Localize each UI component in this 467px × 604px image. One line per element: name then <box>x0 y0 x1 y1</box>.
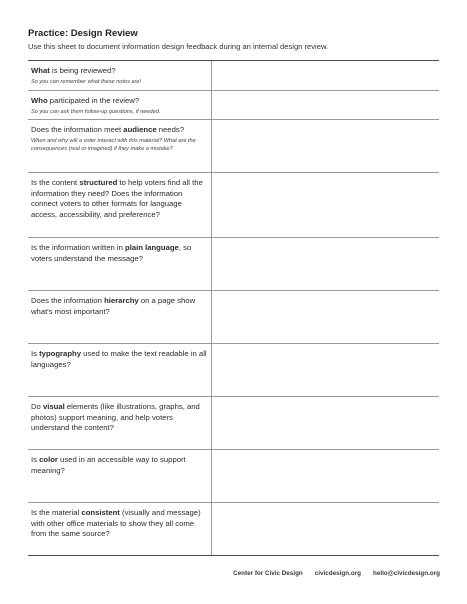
answer-cell[interactable] <box>212 397 439 449</box>
question-cell: Who participated in the review? So you can ask them follow-up questions, if needed. <box>28 91 212 119</box>
table-row <box>28 61 439 91</box>
footer-email-link[interactable]: hello@civicdesign.org <box>372 570 440 577</box>
table-row <box>28 238 439 291</box>
helper-note: So you can remember what these notes are! <box>31 78 142 85</box>
footer-org: Center for Civic Design <box>233 570 303 577</box>
helper-note: When and why will a voter interact with this material? What are the consequences (real or imagined) if they make a mistake? <box>31 137 196 152</box>
question-cell: Is the information written in plain language, so voters understand the message? <box>28 238 212 290</box>
answer-cell[interactable] <box>212 291 439 343</box>
answer-cell[interactable] <box>212 344 439 396</box>
answer-cell[interactable] <box>212 91 439 119</box>
page-title: Practice: Design Review <box>28 28 138 39</box>
table-row <box>28 291 439 344</box>
table-row <box>28 91 439 120</box>
question-cell: Is the content structured to help voters find all the information they need? Does the information connect voters to other formats for language access, accessibility, and preference? <box>28 173 212 237</box>
question-cell: Does the information hierarchy on a page show what's most important? <box>28 291 212 343</box>
table-row <box>28 503 439 556</box>
table-row <box>28 344 439 397</box>
question-cell: Is color used in an accessible way to support meaning? <box>28 450 212 502</box>
helper-note: So you can ask them follow-up questions, if needed. <box>31 108 161 115</box>
question-cell: Is typography used to make the text readable in all languages? <box>28 344 212 396</box>
footer-site-link[interactable]: civicdesign.org <box>314 570 361 577</box>
table-row <box>28 120 439 173</box>
table-row <box>28 397 439 450</box>
answer-cell[interactable] <box>212 238 439 290</box>
question-cell: Does the information meet audience needs? When and why will a voter interact with this material? What are the consequences (real or imagined) if they make a mistake? <box>28 120 212 172</box>
table-row <box>28 173 439 238</box>
answer-cell[interactable] <box>212 503 439 555</box>
question-cell: What is being reviewed? So you can remember what these notes are! <box>28 61 212 90</box>
answer-cell[interactable] <box>212 120 439 172</box>
answer-cell[interactable] <box>212 450 439 502</box>
page-subtitle: Use this sheet to document information design feedback during an internal design review. <box>28 42 329 51</box>
question-cell: Is the material consistent (visually and message) with other office materials to show they all come from the same source? <box>28 503 212 555</box>
page-footer <box>233 570 440 577</box>
review-table <box>28 60 439 556</box>
question-cell: Do visual elements (like illustrations, graphs, and photos) support meaning, and help voters understand the content? <box>28 397 212 449</box>
answer-cell[interactable] <box>212 61 439 90</box>
table-row <box>28 450 439 503</box>
answer-cell[interactable] <box>212 173 439 237</box>
